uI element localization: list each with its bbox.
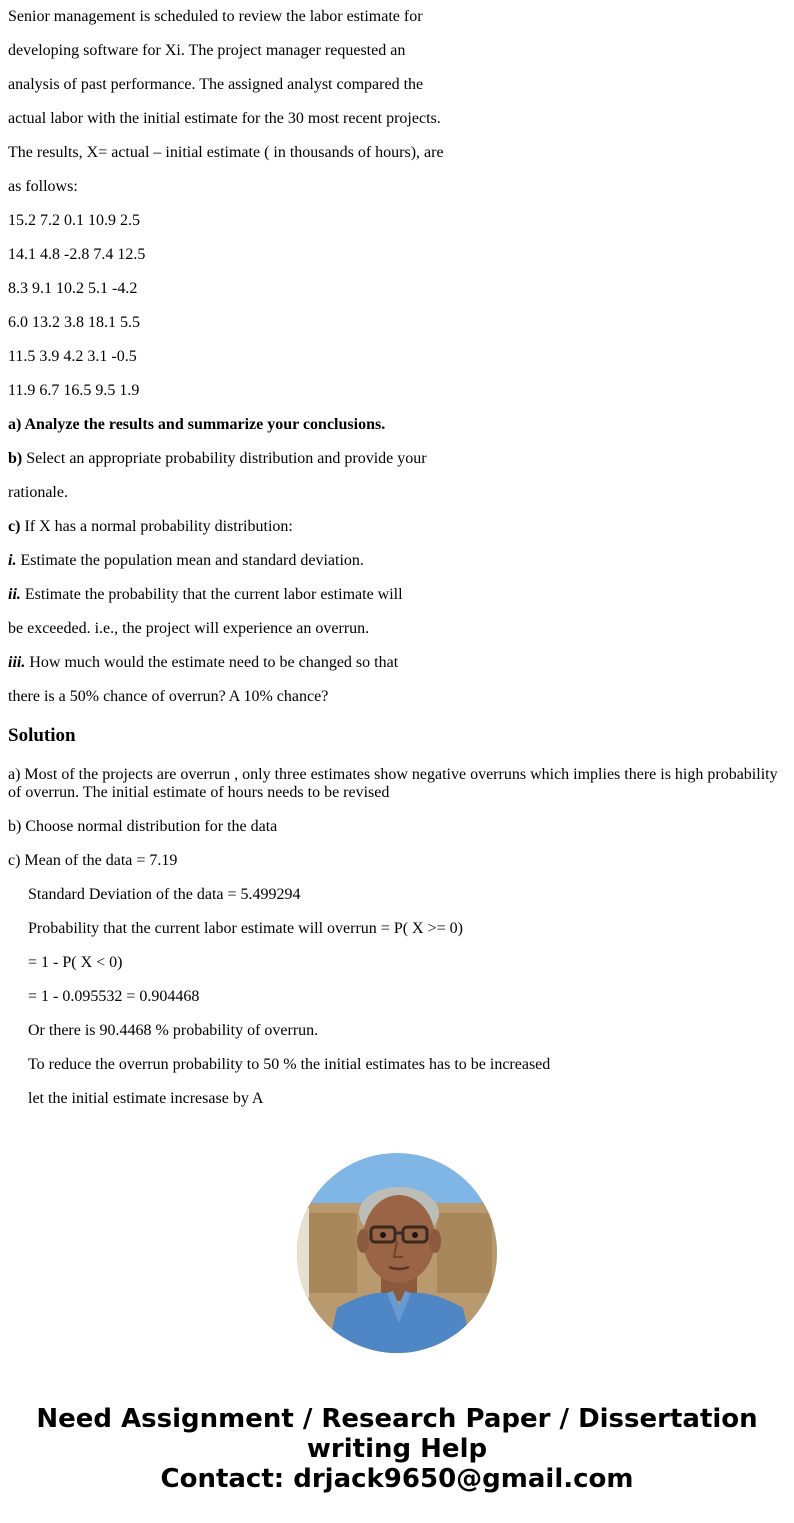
part-c-text: If X has a normal probability distribution: xyxy=(20,518,293,535)
part-iii-continuation: there is a 50% chance of overrun? A 10% chance? xyxy=(8,688,329,705)
tutor-photo xyxy=(297,1153,497,1353)
help-banner xyxy=(0,1404,794,1494)
solution-a: a) Most of the projects are overrun , only three estimates show negative overruns which implies there is high probability of overrun. The initial estimate of hours needs to be revised xyxy=(8,766,778,801)
part-a xyxy=(8,408,786,442)
part-iii xyxy=(8,646,786,680)
data-row: 6.0 13.2 3.8 18.1 5.5 xyxy=(8,314,140,331)
part-i-text: Estimate the population mean and standard deviation. xyxy=(16,552,364,569)
part-c-label: c) xyxy=(8,518,21,535)
part-b xyxy=(8,442,786,476)
part-ii-label: ii. xyxy=(8,586,21,603)
part-a-text: a) Analyze the results and summarize your conclusions. xyxy=(8,416,386,433)
portrait-image xyxy=(297,1153,497,1353)
question-section xyxy=(8,0,786,714)
banner-line-1: Need Assignment / Research Paper / Dissertation xyxy=(36,1404,758,1434)
question-intro-line: The results, X= actual – initial estimate ( in thousands of hours), are xyxy=(8,144,444,161)
data-row: 15.2 7.2 0.1 10.9 2.5 xyxy=(8,212,140,229)
part-b-continuation: rationale. xyxy=(8,484,68,501)
document-body xyxy=(8,0,786,1116)
data-row: 11.5 3.9 4.2 3.1 -0.5 xyxy=(8,348,137,365)
solution-line: = 1 - 0.095532 = 0.904468 xyxy=(28,988,200,1005)
solution-line: = 1 - P( X < 0) xyxy=(28,954,123,971)
solution-line: Probability that the current labor estimate will overrun = P( X >= 0) xyxy=(28,920,463,937)
solution-heading: Solution xyxy=(8,725,76,746)
part-b-text: Select an appropriate probability distribution and provide your xyxy=(22,450,427,467)
question-intro-line: Senior management is scheduled to review the labor estimate for xyxy=(8,8,423,25)
question-intro-line: developing software for Xi. The project manager requested an xyxy=(8,42,406,59)
data-row: 11.9 6.7 16.5 9.5 1.9 xyxy=(8,382,140,399)
part-i xyxy=(8,544,786,578)
question-intro-line: analysis of past performance. The assigned analyst compared the xyxy=(8,76,424,93)
banner-line-2: writing Help xyxy=(306,1434,488,1464)
part-ii-continuation: be exceeded. i.e., the project will experience an overrun. xyxy=(8,620,370,637)
question-intro-line: as follows: xyxy=(8,178,78,195)
part-iii-label: iii. xyxy=(8,654,26,671)
solution-line: let the initial estimate incresase by A xyxy=(28,1090,264,1107)
solution-line: Or there is 90.4468 % probability of overrun. xyxy=(28,1022,319,1039)
solution-c: c) Mean of the data = 7.19 xyxy=(8,852,178,869)
part-ii xyxy=(8,578,786,612)
data-row: 8.3 9.1 10.2 5.1 -4.2 xyxy=(8,280,138,297)
solution-line: To reduce the overrun probability to 50 % the initial estimates has to be increased xyxy=(28,1056,551,1073)
solution-b: b) Choose normal distribution for the data xyxy=(8,818,278,835)
part-i-label: i. xyxy=(8,552,17,569)
solution-line: Standard Deviation of the data = 5.499294 xyxy=(28,886,301,903)
part-ii-text: Estimate the probability that the current labor estimate will xyxy=(20,586,403,603)
contact-email: Contact: drjack9650@gmail.com xyxy=(160,1464,634,1494)
part-iii-text: How much would the estimate need to be changed so that xyxy=(25,654,399,671)
part-b-label: b) xyxy=(8,450,23,467)
data-row: 14.1 4.8 -2.8 7.4 12.5 xyxy=(8,246,146,263)
solution-section xyxy=(8,714,786,1116)
question-intro-line: actual labor with the initial estimate for the 30 most recent projects. xyxy=(8,110,441,127)
part-c xyxy=(8,510,786,544)
